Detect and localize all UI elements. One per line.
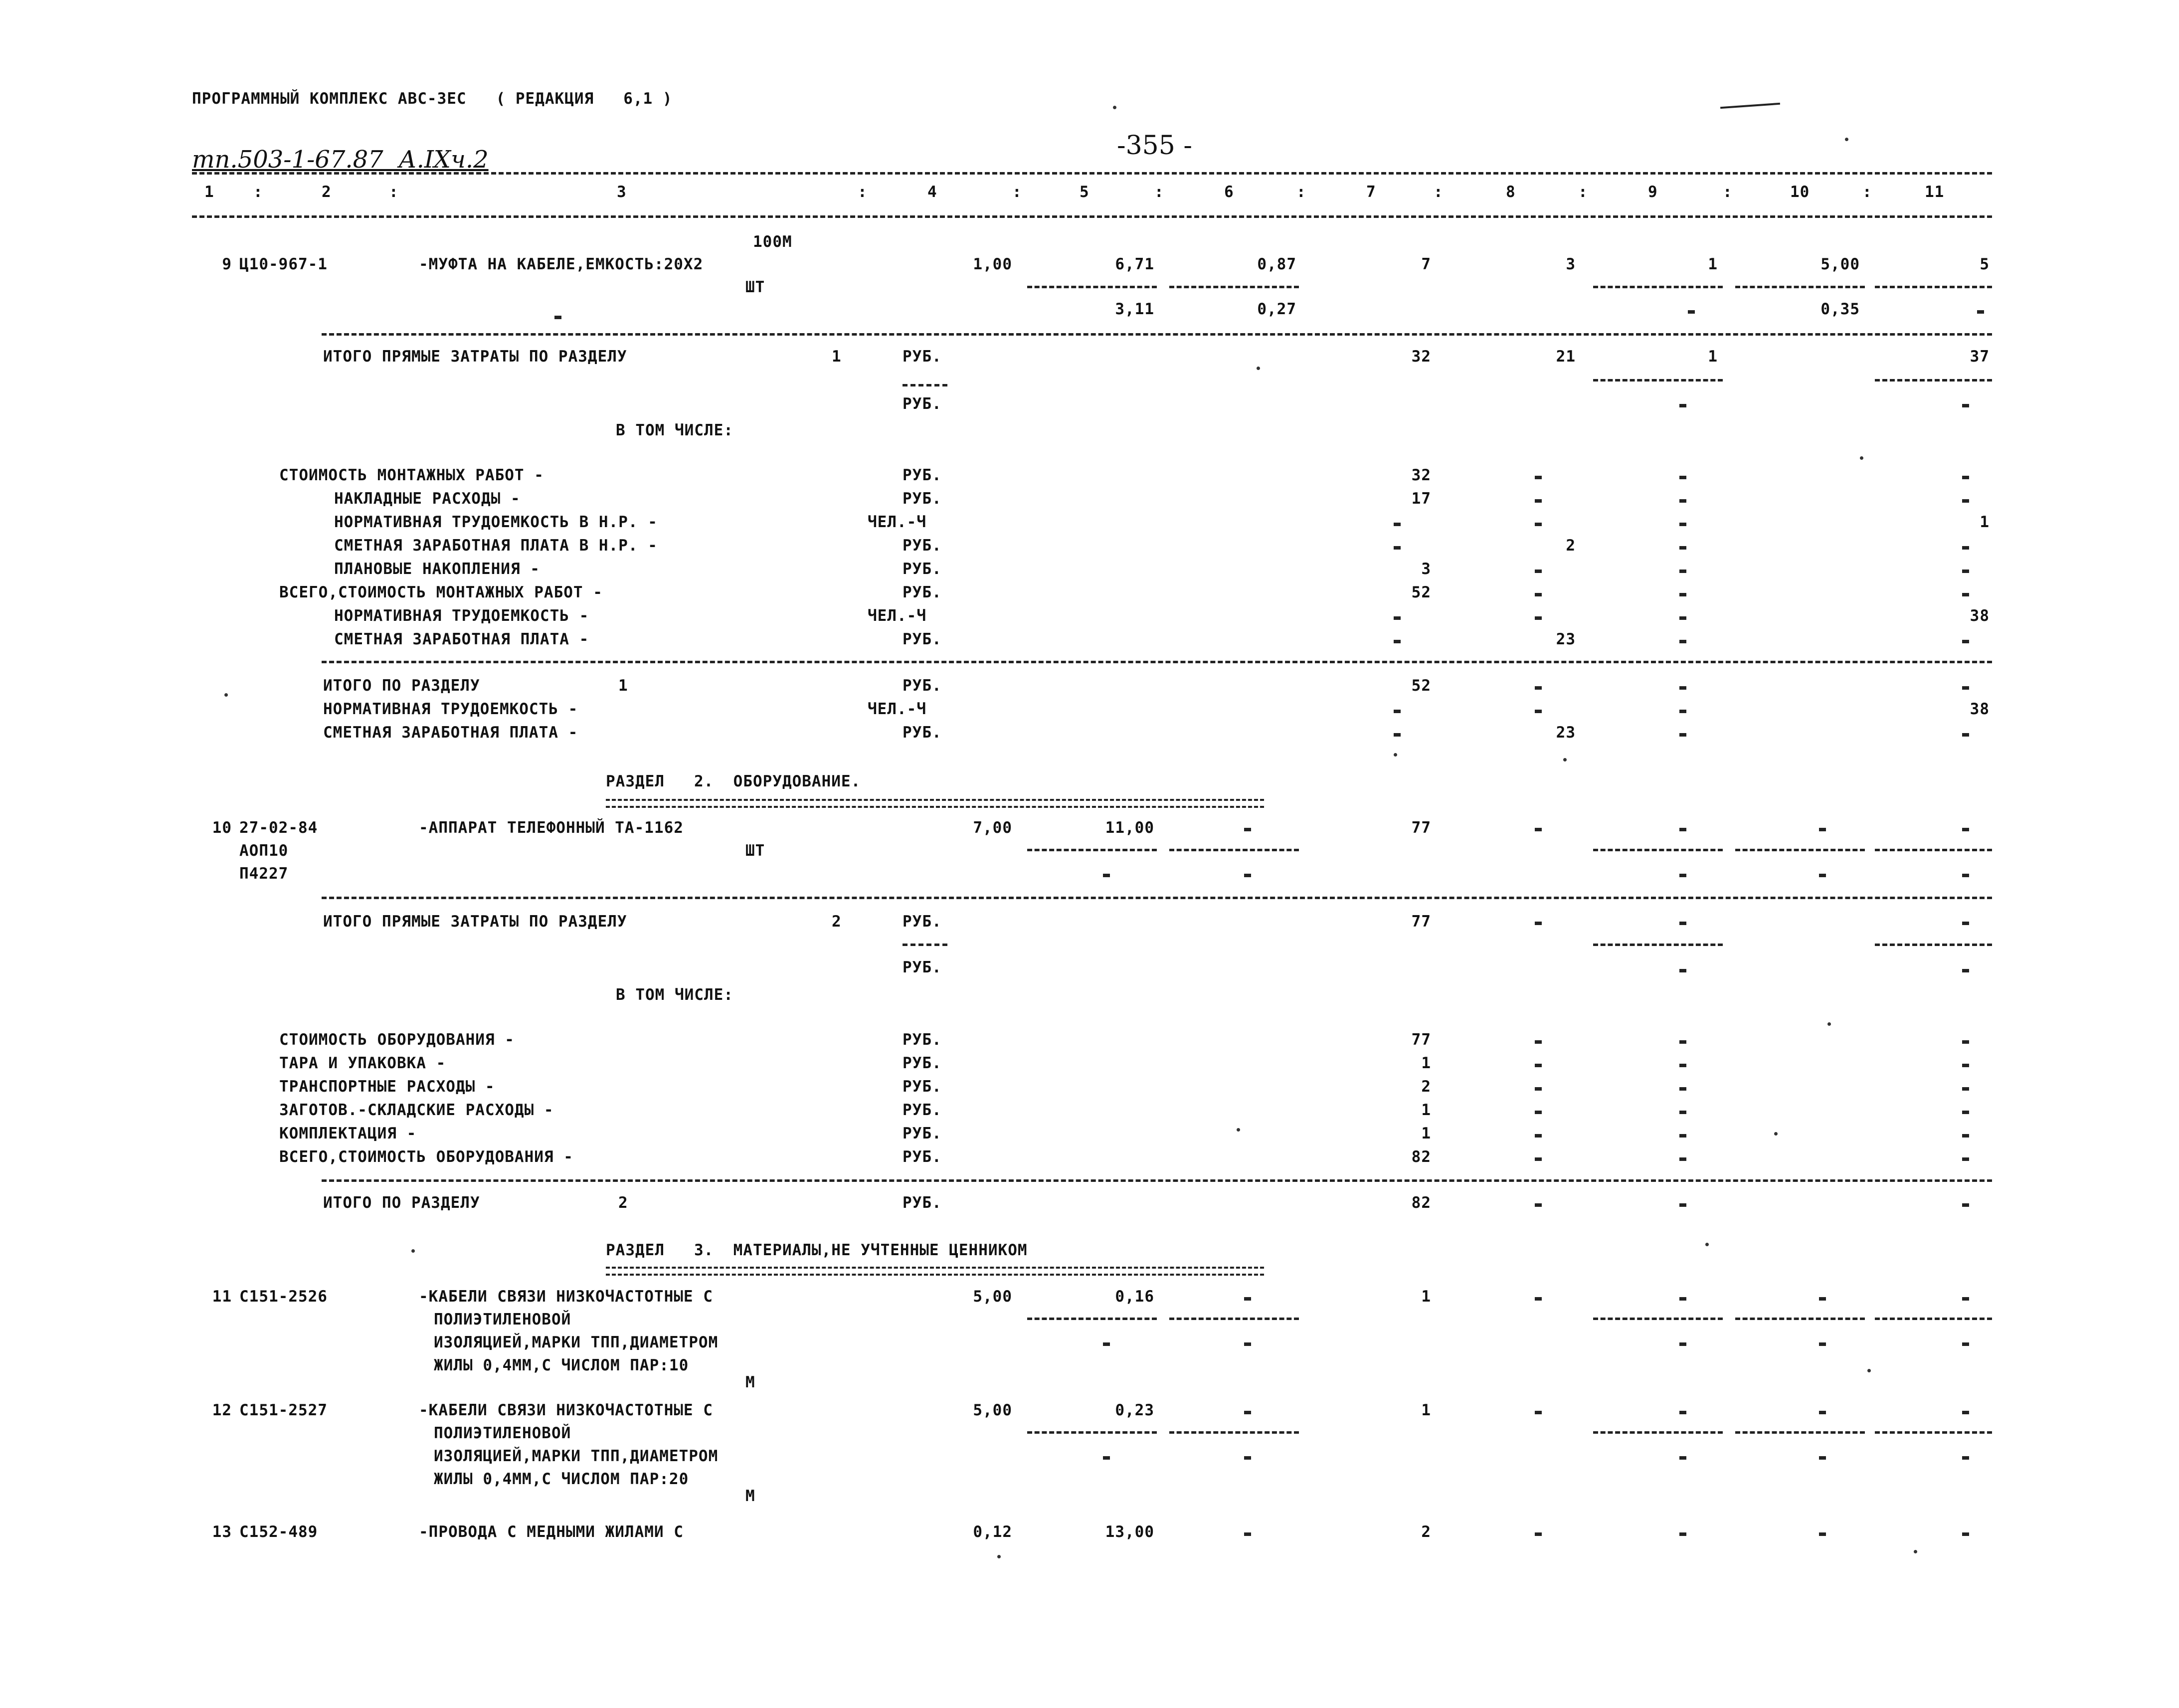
- s2-title: РАЗДЕЛ 2. ОБОРУДОВАНИЕ.: [606, 772, 861, 790]
- col-1: 1: [204, 183, 214, 201]
- dash-mark: [1103, 874, 1110, 877]
- dash-mark: [1962, 640, 1969, 643]
- s1-row-label: НАКЛАДНЫЕ РАСХОДЫ -: [334, 490, 521, 508]
- s1-row-label: СМЕТНАЯ ЗАРАБОТНАЯ ПЛАТА В Н.Р. -: [334, 537, 658, 555]
- subrule: [1169, 1318, 1299, 1320]
- dash-mark: [1244, 1411, 1251, 1414]
- s2-row-label: СТОИМОСТЬ ОБОРУДОВАНИЯ -: [279, 1031, 515, 1049]
- s3-item-qty: 0,12: [973, 1523, 1012, 1541]
- s2-row-unit: РУБ.: [903, 1125, 942, 1142]
- dash-mark: [1679, 1157, 1686, 1161]
- s1-row-unit: РУБ.: [903, 537, 942, 555]
- subrule: [1875, 1318, 1992, 1320]
- s3-item-qty: 5,00: [973, 1288, 1012, 1306]
- subrule: [1169, 286, 1299, 288]
- s2-item-code: 27-02-84: [239, 819, 318, 837]
- dash-mark: [1962, 1203, 1969, 1207]
- dash-mark: [1535, 476, 1542, 479]
- dash-mark: [1679, 733, 1686, 737]
- s1-row-c11: 38: [1970, 607, 1990, 625]
- s2-row-label: ЗАГОТОВ.-СКЛАДСКИЕ РАСХОДЫ -: [279, 1101, 554, 1119]
- col-11: 11: [1925, 183, 1945, 201]
- s3-item-num: 11: [212, 1288, 232, 1306]
- dash-mark: [1679, 616, 1686, 620]
- document-reference: тп.503-1-67.87 А.IXч.2: [192, 146, 489, 174]
- s2-total-currency: РУБ.: [903, 1194, 942, 1212]
- s3-item-unit: М: [745, 1373, 755, 1391]
- s2-item-num: 10: [212, 819, 232, 837]
- subrule: [1169, 849, 1299, 851]
- dash-mark: [1962, 828, 1969, 831]
- dash-mark: [1819, 1456, 1826, 1460]
- s3-item-code: С151-2527: [239, 1401, 328, 1419]
- col-sep: :: [1723, 183, 1733, 201]
- dash-mark: [1679, 593, 1686, 596]
- dash-mark: [1535, 1532, 1542, 1536]
- col-5: 5: [1080, 183, 1090, 201]
- speck: [1705, 1243, 1709, 1246]
- col-sep: :: [253, 183, 263, 201]
- s1-wage-label: СМЕТНАЯ ЗАРАБОТНАЯ ПЛАТА -: [323, 724, 578, 742]
- s3-item-c7: 1: [1421, 1288, 1431, 1306]
- dash-mark: [1679, 1064, 1686, 1067]
- dash-mark: [1962, 1532, 1969, 1536]
- dash-mark: [1535, 523, 1542, 526]
- s1-wage-c8: 23: [1556, 724, 1576, 742]
- item9-desc: -МУФТА НА КАБЕЛЕ,ЕМКОСТЬ:20Х2: [419, 255, 704, 273]
- col-8: 8: [1506, 183, 1516, 201]
- subrule: [903, 384, 947, 386]
- s2-row-label: ВСЕГО,СТОИМОСТЬ ОБОРУДОВАНИЯ -: [279, 1148, 573, 1166]
- s2-total-c7-final: 82: [1411, 1194, 1431, 1212]
- s2-title-underline: [606, 799, 1264, 808]
- col-9: 9: [1648, 183, 1658, 201]
- s1-labor-c11: 38: [1970, 700, 1990, 718]
- speck: [1860, 456, 1863, 460]
- s2-row-c7: 2: [1421, 1078, 1431, 1096]
- dash-mark: [1244, 1342, 1251, 1346]
- s3-item-num: 13: [212, 1523, 232, 1541]
- s2-row-label: ТАРА И УПАКОВКА -: [279, 1054, 446, 1072]
- dash-mark: [1244, 1297, 1251, 1301]
- s3-title: РАЗДЕЛ 3. МАТЕРИАЛЫ,НЕ УЧТЕННЫЕ ЦЕННИКОМ: [606, 1241, 1028, 1259]
- dash-mark: [1819, 1342, 1826, 1346]
- s2-item-unit: ШТ: [745, 842, 765, 860]
- s2-row-c7: 82: [1411, 1148, 1431, 1166]
- s1-total-direct-label: ИТОГО ПРЯМЫЕ ЗАТРАТЫ ПО РАЗДЕЛУ: [323, 348, 627, 366]
- dash-mark: [1962, 733, 1969, 737]
- subrule: [1875, 944, 1992, 946]
- s2-row-label: КОМПЛЕКТАЦИЯ -: [279, 1125, 417, 1142]
- s2-currency-2: РУБ.: [903, 958, 942, 976]
- subrule: [1735, 1431, 1865, 1434]
- dash-mark: [1962, 874, 1969, 877]
- speck: [1914, 1550, 1917, 1553]
- s2-row-unit: РУБ.: [903, 1054, 942, 1072]
- s3-item-c5: 0,16: [1115, 1288, 1154, 1306]
- s1-row-unit: РУБ.: [903, 583, 942, 601]
- subrule: [1735, 286, 1865, 288]
- dash-mark: [1962, 686, 1969, 690]
- dash-mark: [1679, 1040, 1686, 1044]
- s2-total-num: 2: [832, 913, 842, 931]
- s2-item-code3: П4227: [239, 865, 289, 883]
- s3-item-c5: 0,23: [1115, 1401, 1154, 1419]
- s2-row-label: ТРАНСПОРТНЫЕ РАСХОДЫ -: [279, 1078, 495, 1096]
- dash-mark: [1962, 499, 1969, 503]
- s2-total-direct-label: ИТОГО ПРЯМЫЕ ЗАТРАТЫ ПО РАЗДЕЛУ: [323, 913, 627, 931]
- dash-mark: [1679, 523, 1686, 526]
- dash-mark: [1535, 710, 1542, 713]
- s3-item-c5: 13,00: [1105, 1523, 1154, 1541]
- s3-item-desc-line: ПОЛИЭТИЛЕНОВОЙ: [434, 1424, 571, 1442]
- dash-mark: [1977, 310, 1984, 314]
- speck: [1237, 1128, 1240, 1132]
- dash-mark: [1962, 404, 1969, 407]
- dash-mark: [554, 316, 561, 319]
- dash-mark: [1535, 1411, 1542, 1414]
- dash-mark: [1535, 1157, 1542, 1161]
- dash-mark: [1962, 969, 1969, 972]
- s2-including: В ТОМ ЧИСЛЕ:: [616, 986, 733, 1004]
- dash-mark: [1962, 1456, 1969, 1460]
- col-sep: :: [1578, 183, 1588, 201]
- item9-c10: 5,00: [1820, 255, 1860, 273]
- s3-item-desc-line: ИЗОЛЯЦИЕЙ,МАРКИ ТПП,ДИАМЕТРОМ: [434, 1333, 719, 1351]
- dash-mark: [1679, 1111, 1686, 1114]
- s1-total-c8: 21: [1556, 348, 1576, 366]
- dash-mark: [1679, 1342, 1686, 1346]
- dash-mark: [1962, 1157, 1969, 1161]
- subrule: [1027, 1431, 1157, 1434]
- subrule: [903, 944, 947, 946]
- s1-labor-label: НОРМАТИВНАЯ ТРУДОЕМКОСТЬ -: [323, 700, 578, 718]
- s1-row-c11: 1: [1980, 513, 1990, 531]
- s2-row-unit: РУБ.: [903, 1101, 942, 1119]
- item9-unit-top: 100М: [753, 233, 792, 251]
- subrule: [1593, 944, 1723, 946]
- s3-item-desc-line: -КАБЕЛИ СВЯЗИ НИЗКОЧАСТОТНЫЕ С: [419, 1288, 713, 1306]
- s3-item-code: С152-489: [239, 1523, 318, 1541]
- speck: [1774, 1132, 1778, 1136]
- item9-c8: 3: [1566, 255, 1576, 273]
- dash-mark: [1535, 1040, 1542, 1044]
- subrule: [1735, 1318, 1865, 1320]
- subrule: [1593, 286, 1723, 288]
- subrule: [1593, 1431, 1723, 1434]
- dash-mark: [1962, 546, 1969, 550]
- dash-mark: [1962, 1297, 1969, 1301]
- dash-mark: [1679, 1134, 1686, 1138]
- s2-total-section-num: 2: [618, 1194, 628, 1212]
- s1-row-label: ПЛАНОВЫЕ НАКОПЛЕНИЯ -: [334, 560, 540, 578]
- s1-row-label: СМЕТНАЯ ЗАРАБОТНАЯ ПЛАТА -: [334, 630, 589, 648]
- dash-mark: [1679, 1087, 1686, 1091]
- s1-total-section-num: 1: [618, 677, 628, 695]
- dash-mark: [1819, 828, 1826, 831]
- s2-row-unit: РУБ.: [903, 1148, 942, 1166]
- subrule: [1735, 849, 1865, 851]
- dash-mark: [1679, 476, 1686, 479]
- col-sep: :: [1862, 183, 1872, 201]
- dash-mark: [1679, 1411, 1686, 1414]
- dash-mark: [1962, 1134, 1969, 1138]
- s1-labor-unit: ЧЕЛ.-Ч: [868, 700, 926, 718]
- s2-row-c7: 1: [1421, 1054, 1431, 1072]
- subrule: [1875, 379, 1992, 381]
- dash-mark: [1535, 1203, 1542, 1207]
- dash-mark: [1394, 523, 1401, 526]
- dash-mark: [1962, 1087, 1969, 1091]
- s3-item-desc-line: ПОЛИЭТИЛЕНОВОЙ: [434, 1311, 571, 1328]
- s3-item-code: С151-2526: [239, 1288, 328, 1306]
- s1-row-c7: 3: [1421, 560, 1431, 578]
- dash-mark: [1535, 922, 1542, 925]
- section-rule: [322, 897, 1992, 899]
- s3-item-desc-line: ЖИЛЫ 0,4ММ,С ЧИСЛОМ ПАР:10: [434, 1356, 689, 1374]
- col-6: 6: [1224, 183, 1234, 201]
- item9-code: Ц10-967-1: [239, 255, 328, 273]
- dash-mark: [1819, 1297, 1826, 1301]
- section-rule: [322, 333, 1992, 336]
- dash-mark: [1962, 593, 1969, 596]
- subrule: [1027, 1318, 1157, 1320]
- col-sep: :: [1012, 183, 1022, 201]
- dash-mark: [1535, 569, 1542, 573]
- dash-mark: [1103, 1342, 1110, 1346]
- subrule: [1027, 849, 1157, 851]
- s1-total-c9: 1: [1708, 348, 1718, 366]
- dash-mark: [1535, 1134, 1542, 1138]
- program-title: ПРОГРАММНЫЙ КОМПЛЕКС АВС-ЗЕС ( РЕДАКЦИЯ 6,1 ): [192, 90, 673, 108]
- item9-c5b: 3,11: [1115, 300, 1154, 318]
- s1-row-c7: 17: [1411, 490, 1431, 508]
- s3-item-c7: 1: [1421, 1401, 1431, 1419]
- col-4: 4: [927, 183, 937, 201]
- s1-wage-unit: РУБ.: [903, 724, 942, 742]
- item9-c11: 5: [1980, 255, 1990, 273]
- dash-mark: [1679, 499, 1686, 503]
- speck: [1867, 1369, 1871, 1372]
- s1-row-c8: 23: [1556, 630, 1576, 648]
- dash-mark: [1688, 310, 1695, 314]
- s1-row-label: ВСЕГО,СТОИМОСТЬ МОНТАЖНЫХ РАБОТ -: [279, 583, 603, 601]
- item9-unit: ШТ: [745, 278, 765, 296]
- dash-mark: [1679, 828, 1686, 831]
- dash-mark: [1679, 1203, 1686, 1207]
- col-10: 10: [1790, 183, 1810, 201]
- dash-mark: [1394, 546, 1401, 550]
- dash-mark: [1962, 1111, 1969, 1114]
- s2-row-c7: 77: [1411, 1031, 1431, 1049]
- speck: [1257, 367, 1260, 370]
- subrule: [1593, 849, 1723, 851]
- dash-mark: [1394, 616, 1401, 620]
- s3-item-desc-line: ЖИЛЫ 0,4ММ,С ЧИСЛОМ ПАР:20: [434, 1470, 689, 1488]
- dash-mark: [1679, 874, 1686, 877]
- dash-mark: [1394, 710, 1401, 713]
- section-rule: [322, 1179, 1992, 1182]
- dash-mark: [1394, 640, 1401, 643]
- s2-row-unit: РУБ.: [903, 1031, 942, 1049]
- speck: [411, 1249, 415, 1253]
- dash-mark: [1679, 922, 1686, 925]
- s1-row-unit: РУБ.: [903, 630, 942, 648]
- dash-mark: [1962, 1064, 1969, 1067]
- s2-row-c7: 1: [1421, 1125, 1431, 1142]
- s3-item-c7: 2: [1421, 1523, 1431, 1541]
- s3-item-num: 12: [212, 1401, 232, 1419]
- item9-c6b: 0,27: [1257, 300, 1296, 318]
- item9-num: 9: [222, 255, 232, 273]
- subrule: [1875, 849, 1992, 851]
- s3-item-desc-line: -КАБЕЛИ СВЯЗИ НИЗКОЧАСТОТНЫЕ С: [419, 1401, 713, 1419]
- s1-row-unit: ЧЕЛ.-Ч: [868, 607, 926, 625]
- s3-item-desc-line: -ПРОВОДА С МЕДНЫМИ ЖИЛАМИ С: [419, 1523, 684, 1541]
- col-sep: :: [858, 183, 868, 201]
- dash-mark: [1679, 1532, 1686, 1536]
- item9-c7: 7: [1421, 255, 1431, 273]
- speck: [224, 693, 228, 697]
- dash-mark: [1679, 686, 1686, 690]
- col-2: 2: [322, 183, 332, 201]
- speck: [1113, 106, 1116, 109]
- dash-mark: [1679, 969, 1686, 972]
- dash-mark: [1819, 874, 1826, 877]
- subrule: [1875, 286, 1992, 288]
- s1-row-label: НОРМАТИВНАЯ ТРУДОЕМКОСТЬ В Н.Р. -: [334, 513, 658, 531]
- s1-row-c7: 32: [1411, 466, 1431, 484]
- s1-total-num: 1: [832, 348, 842, 366]
- col-3: 3: [617, 183, 627, 201]
- dash-mark: [1679, 710, 1686, 713]
- s3-item-unit: М: [745, 1487, 755, 1505]
- s1-row-c7: 52: [1411, 583, 1431, 601]
- s1-row-c8: 2: [1566, 537, 1576, 555]
- subrule: [1875, 1431, 1992, 1434]
- s1-total-currency: РУБ.: [903, 677, 942, 695]
- section-rule: [322, 661, 1992, 663]
- speck: [997, 1555, 1001, 1558]
- s1-row-unit: РУБ.: [903, 490, 942, 508]
- s2-item-code2: АОП10: [239, 842, 289, 860]
- dash-mark: [1394, 733, 1401, 737]
- item9-qty: 1,00: [973, 255, 1012, 273]
- s2-item-qty: 7,00: [973, 819, 1012, 837]
- speck: [1845, 138, 1848, 141]
- dash-mark: [1679, 546, 1686, 550]
- s1-total-label: ИТОГО ПО РАЗДЕЛУ: [323, 677, 480, 695]
- dash-mark: [1535, 828, 1542, 831]
- s2-total-c7: 77: [1411, 913, 1431, 931]
- speck: [1827, 1022, 1831, 1026]
- col-sep: :: [1154, 183, 1164, 201]
- s2-row-unit: РУБ.: [903, 1078, 942, 1096]
- subrule: [1027, 286, 1157, 288]
- s2-item-c5: 11,00: [1105, 819, 1154, 837]
- dash-mark: [1962, 476, 1969, 479]
- dash-mark: [1679, 1297, 1686, 1301]
- col-sep: :: [389, 183, 399, 201]
- subrule: [1593, 1318, 1723, 1320]
- dash-mark: [1679, 569, 1686, 573]
- s1-row-unit: РУБ.: [903, 560, 942, 578]
- dash-mark: [1535, 616, 1542, 620]
- page-number: -355 -: [1117, 131, 1192, 161]
- s2-row-c7: 1: [1421, 1101, 1431, 1119]
- s1-currency-2: РУБ.: [903, 395, 942, 413]
- dash-mark: [1244, 1456, 1251, 1460]
- dash-mark: [1819, 1411, 1826, 1414]
- dash-mark: [1535, 1064, 1542, 1067]
- s2-item-c7: 77: [1411, 819, 1431, 837]
- pen-mark: [1720, 103, 1780, 109]
- dash-mark: [1962, 1040, 1969, 1044]
- s1-including: В ТОМ ЧИСЛЕ:: [616, 421, 733, 439]
- dash-mark: [1244, 1532, 1251, 1536]
- s2-total-label: ИТОГО ПО РАЗДЕЛУ: [323, 1194, 480, 1212]
- subrule: [1169, 1431, 1299, 1434]
- s1-currency: РУБ.: [903, 348, 942, 366]
- item9-c6: 0,87: [1257, 255, 1296, 273]
- dash-mark: [1679, 404, 1686, 407]
- dash-mark: [1962, 569, 1969, 573]
- s1-row-label: СТОИМОСТЬ МОНТАЖНЫХ РАБОТ -: [279, 466, 544, 484]
- item9-c5: 6,71: [1115, 255, 1154, 273]
- dash-mark: [1103, 1456, 1110, 1460]
- item9-c9: 1: [1708, 255, 1718, 273]
- dash-mark: [1819, 1532, 1826, 1536]
- s3-item-desc-line: ИЗОЛЯЦИЕЙ,МАРКИ ТПП,ДИАМЕТРОМ: [434, 1447, 719, 1465]
- s1-row-unit: РУБ.: [903, 466, 942, 484]
- col-7: 7: [1366, 183, 1376, 201]
- s1-total-c7: 32: [1411, 348, 1431, 366]
- dash-mark: [1244, 828, 1251, 831]
- dash-mark: [1535, 499, 1542, 503]
- col-sep: :: [1434, 183, 1444, 201]
- s3-title-underline: [606, 1267, 1264, 1276]
- dash-mark: [1535, 1111, 1542, 1114]
- s1-row-label: НОРМАТИВНАЯ ТРУДОЕМКОСТЬ -: [334, 607, 589, 625]
- dash-mark: [1679, 1456, 1686, 1460]
- speck: [1394, 753, 1397, 757]
- dash-mark: [1244, 874, 1251, 877]
- speck: [1563, 758, 1567, 761]
- s2-currency: РУБ.: [903, 913, 942, 931]
- header-rule-bottom: [192, 215, 1992, 218]
- s1-row-unit: ЧЕЛ.-Ч: [868, 513, 926, 531]
- header-rule-top: [192, 172, 1992, 175]
- s2-item-desc: -АППАРАТ ТЕЛЕФОННЫЙ ТА-1162: [419, 819, 684, 837]
- dash-mark: [1535, 1087, 1542, 1091]
- dash-mark: [1962, 1411, 1969, 1414]
- s1-total-c11: 37: [1970, 348, 1990, 366]
- subrule: [1593, 379, 1723, 381]
- dash-mark: [1535, 686, 1542, 690]
- col-sep: :: [1296, 183, 1306, 201]
- item9-c10b: 0,35: [1820, 300, 1860, 318]
- s3-item-qty: 5,00: [973, 1401, 1012, 1419]
- s1-total-c7-final: 52: [1411, 677, 1431, 695]
- dash-mark: [1679, 640, 1686, 643]
- dash-mark: [1535, 593, 1542, 596]
- dash-mark: [1962, 922, 1969, 925]
- dash-mark: [1535, 1297, 1542, 1301]
- dash-mark: [1962, 1342, 1969, 1346]
